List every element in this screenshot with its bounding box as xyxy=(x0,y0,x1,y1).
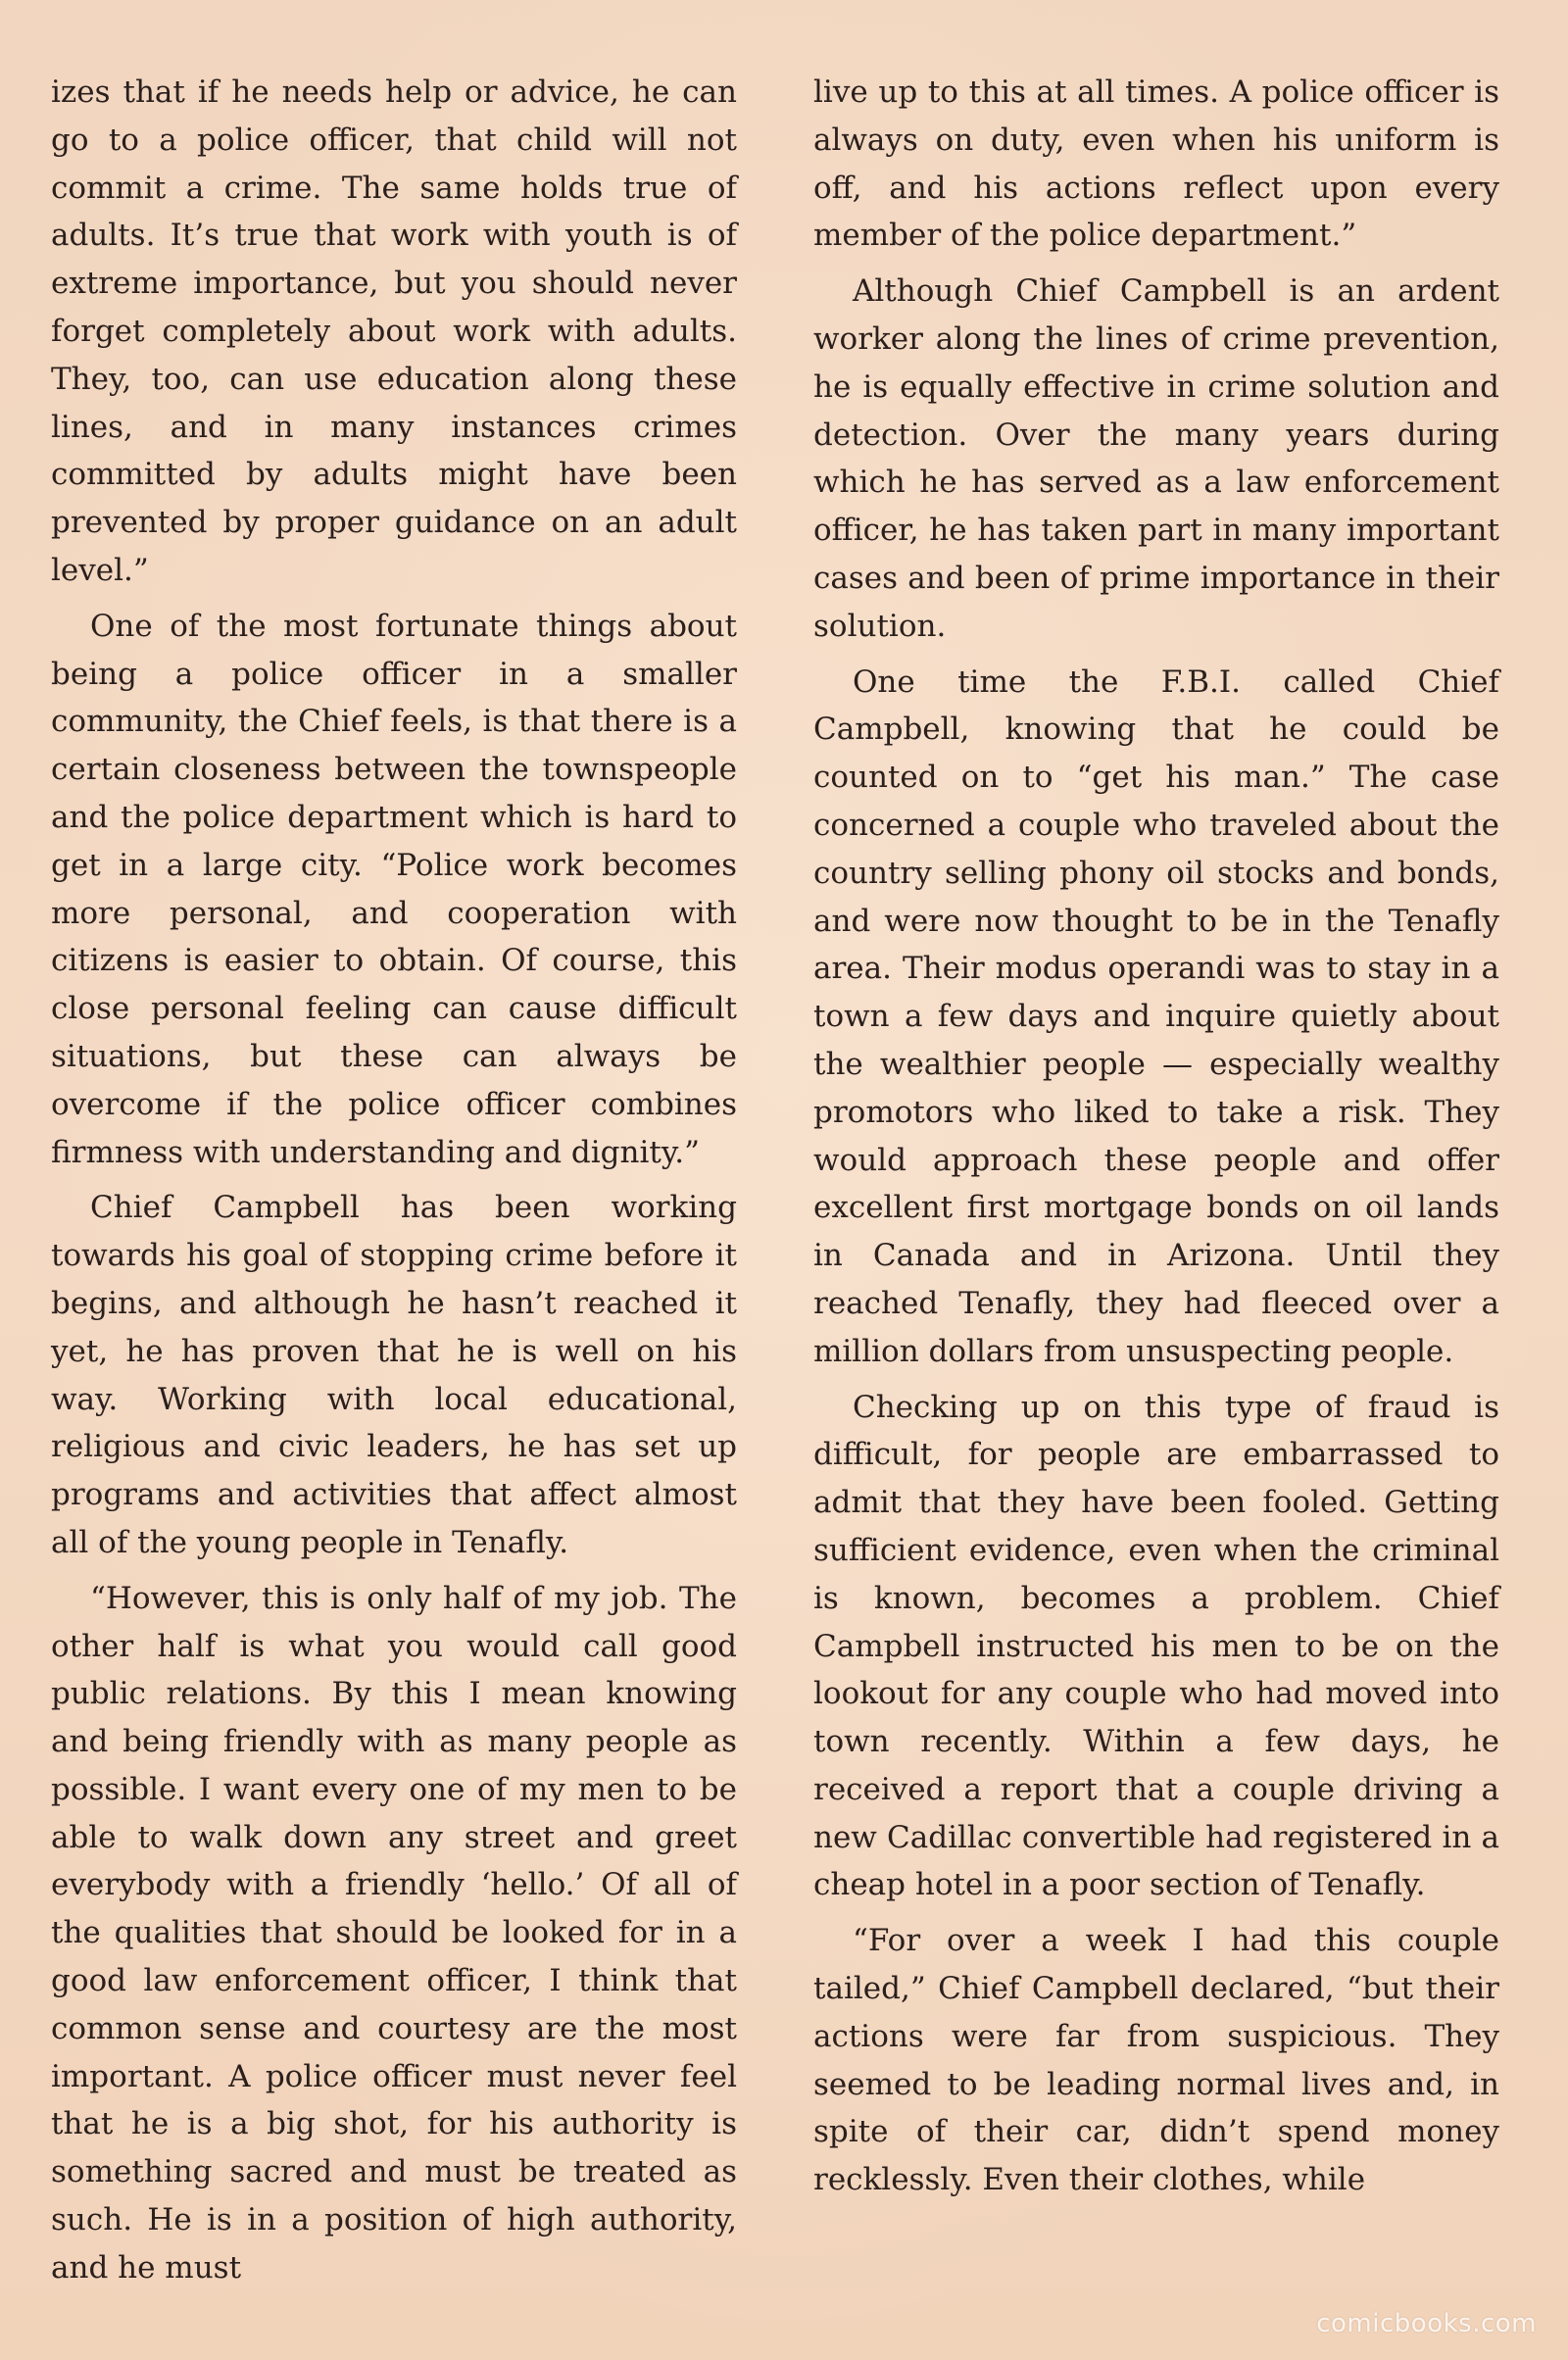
paragraph: “However, this is only half of my job. The other half is what you would call good public relations. By this I mean knowing and being friendly with as many people as possible. I want every one of my men to be able to walk down any street and greet everybody with a friendly ‘hello.’ Of all of the qualities that should be looked for in a good law enforcement officer, I think that common sense and courtesy are the most important. A police officer must never feel that he is a big shot, for his authority is something sacred and must be treated as such. He is in a position of high authority, and he must xyxy=(51,1580,737,2286)
watermark: comicbooks.com xyxy=(1316,2309,1537,2338)
paragraph: live up to this at all times. A police officer is always on duty, even when his uniform is off, and his actions reflect upon every member of the police department.” xyxy=(813,74,1499,254)
left-text-column xyxy=(51,69,737,2300)
paragraph: Although Chief Campbell is an ardent worker along the lines of crime prevention, he is equally effective in crime solution and detection. Over the many years during which he has served as a law enforcement officer, he has taken part in many important cases and been of prime importance in their solution. xyxy=(813,273,1499,644)
paragraph: Checking up on this type of fraud is difficult, for people are embarrassed to admit that they have been fooled. Getting sufficient evidence, even when the criminal is known, becomes a problem. Chief Campbell instructed his men to be on the lookout for any couple who had moved into town recently. Within a few days, he received a report that a couple driving a new Cadillac convertible had registered in a cheap hotel in a poor section of Tenafly. xyxy=(813,1389,1499,1903)
paragraph: “For over a week I had this couple tailed,” Chief Campbell declared, “but their actions were far from suspicious. They seemed to be leading normal lives and, in spite of their car, didn’t spend money recklessly. Even their clothes, while xyxy=(813,1923,1499,2198)
paragraph: Chief Campbell has been working towards his goal of stopping crime before it begins, and although he hasn’t reached it yet, he has proven that he is well on his way. Working with local educational, religious and civic leaders, he has set up programs and activities that affect almost all of the young people in Tenafly. xyxy=(51,1190,737,1560)
paragraph: izes that if he needs help or advice, he can go to a police officer, that child will not commit a crime. The same holds true of adults. It’s true that work with youth is of extreme importance, but you should never forget completely about work with adults. They, too, can use education along these lines, and in many instances crimes committed by adults might have been prevented by proper guidance on an adult level.” xyxy=(51,74,737,588)
paragraph: One of the most fortunate things about being a police officer in a smaller community, the Chief feels, is that there is a certain closeness between the townspeople and the police department which is hard to get in a large city. “Police work becomes more personal, and cooperation with citizens is easier to obtain. Of course, this close personal feeling can cause difficult situations, but these can always be overcome if the police officer combines firmness with understanding and dignity.” xyxy=(51,608,737,1170)
right-text-column xyxy=(813,69,1499,2212)
paragraph: One time the F.B.I. called Chief Campbell, knowing that he could be counted on to “get his man.” The case concerned a couple who traveled about the country selling phony oil stocks and bonds, and were now thought to be in the Tenafly area. Their modus operandi was to stay in a town a few days and inquire quietly about the wealthier people — especially wealthy promotors who liked to take a risk. They would approach these people and offer excellent first mortgage bonds on oil lands in Canada and in Arizona. Until they reached Tenafly, they had fleeced over a million dollars from unsuspecting people. xyxy=(813,664,1499,1369)
